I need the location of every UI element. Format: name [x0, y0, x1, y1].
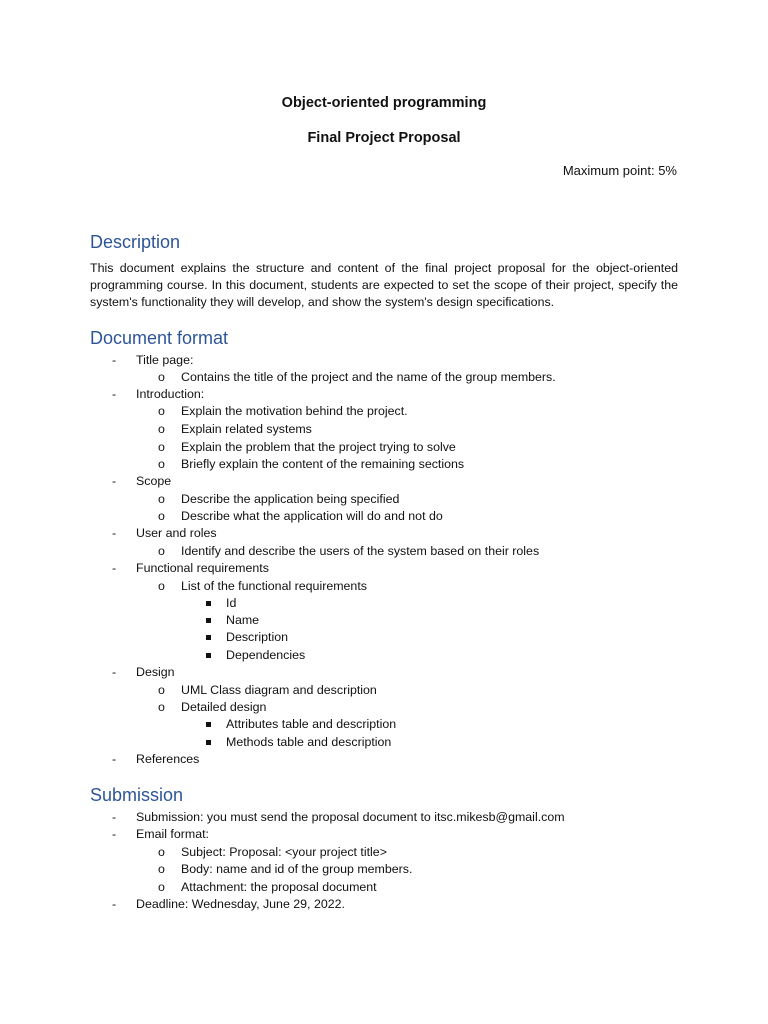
submission-heading: Submission [90, 785, 184, 805]
square-bullet-icon [206, 740, 211, 745]
submission-list-item: Subject: Proposal: <your project title> [181, 845, 387, 859]
document-format-heading: Document format [90, 328, 229, 348]
format-list-item: UML Class diagram and description [181, 683, 377, 697]
format-list-item: Methods table and description [226, 735, 392, 749]
circle-bullet-icon: o [158, 370, 165, 384]
circle-bullet-icon: o [158, 440, 165, 454]
submission-list-item: Submission: you must send the proposal document to itsc.mikesb@gmail.com [136, 810, 565, 824]
circle-bullet-icon: o [158, 845, 165, 859]
format-list-item: Briefly explain the content of the remaining sections [181, 457, 465, 471]
format-list-item: Explain the motivation behind the project. [181, 404, 408, 418]
dash-bullet-icon: - [112, 752, 117, 766]
format-list-item: User and roles [136, 526, 217, 540]
submission-list-item: Attachment: the proposal document [181, 880, 377, 894]
dash-bullet-icon: - [112, 387, 117, 401]
format-list-item: Explain related systems [181, 422, 312, 436]
document-title: Object-oriented programming [281, 95, 487, 111]
format-list-item: Title page: [136, 353, 194, 367]
maximum-point: Maximum point: 5% [562, 163, 677, 178]
dash-bullet-icon: - [112, 810, 117, 824]
circle-bullet-icon: o [158, 683, 165, 697]
circle-bullet-icon: o [158, 544, 165, 558]
circle-bullet-icon: o [158, 457, 165, 471]
submission-list-item: Deadline: Wednesday, June 29, 2022. [136, 897, 345, 911]
format-list-item: Contains the title of the project and the name of the group members. [181, 370, 556, 384]
format-list-item: Identify and describe the users of the system based on their roles [181, 544, 540, 558]
format-list-item: Attributes table and description [226, 717, 397, 731]
circle-bullet-icon: o [158, 509, 165, 523]
description-heading: Description [90, 232, 181, 252]
square-bullet-icon [206, 722, 211, 727]
format-list-item: References [136, 752, 200, 766]
dash-bullet-icon: - [112, 561, 117, 575]
circle-bullet-icon: o [158, 700, 165, 714]
format-list-item: Id [226, 596, 237, 610]
circle-bullet-icon: o [158, 880, 165, 894]
format-list-item: List of the functional requirements [181, 579, 367, 593]
circle-bullet-icon: o [158, 404, 165, 418]
submission-list-item: Body: name and id of the group members. [181, 862, 413, 876]
format-list-item: Explain the problem that the project trying to solve [181, 440, 456, 454]
dash-bullet-icon: - [112, 665, 117, 679]
description-paragraph: This document explains the structure and content of the final project proposal for the object-oriented programming course. In this document, students are expected to set the scope of their project, specify the system's functionality they will develop, and show the system's design specifications. [90, 261, 678, 309]
circle-bullet-icon: o [158, 492, 165, 506]
circle-bullet-icon: o [158, 579, 165, 593]
format-list-item: Detailed design [181, 700, 267, 714]
square-bullet-icon [206, 635, 211, 640]
format-list-item: Describe the application being specified [181, 492, 400, 506]
square-bullet-icon [206, 653, 211, 658]
dash-bullet-icon: - [112, 526, 117, 540]
circle-bullet-icon: o [158, 422, 165, 436]
format-list-item: Functional requirements [136, 561, 269, 575]
square-bullet-icon [206, 618, 211, 623]
format-list-item: Describe what the application will do and not do [181, 509, 443, 523]
square-bullet-icon [206, 601, 211, 606]
format-list-item: Dependencies [226, 648, 306, 662]
format-list-item: Scope [136, 474, 172, 488]
dash-bullet-icon: - [112, 827, 117, 841]
format-list-item: Description [226, 630, 288, 644]
submission-list-item: Email format: [136, 827, 209, 841]
format-list-item: Design [136, 665, 175, 679]
format-list-item: Introduction: [136, 387, 205, 401]
document-subtitle: Final Project Proposal [307, 130, 461, 146]
circle-bullet-icon: o [158, 862, 165, 876]
dash-bullet-icon: - [112, 897, 117, 911]
format-list-item: Name [226, 613, 260, 627]
dash-bullet-icon: - [112, 474, 117, 488]
dash-bullet-icon: - [112, 353, 117, 367]
